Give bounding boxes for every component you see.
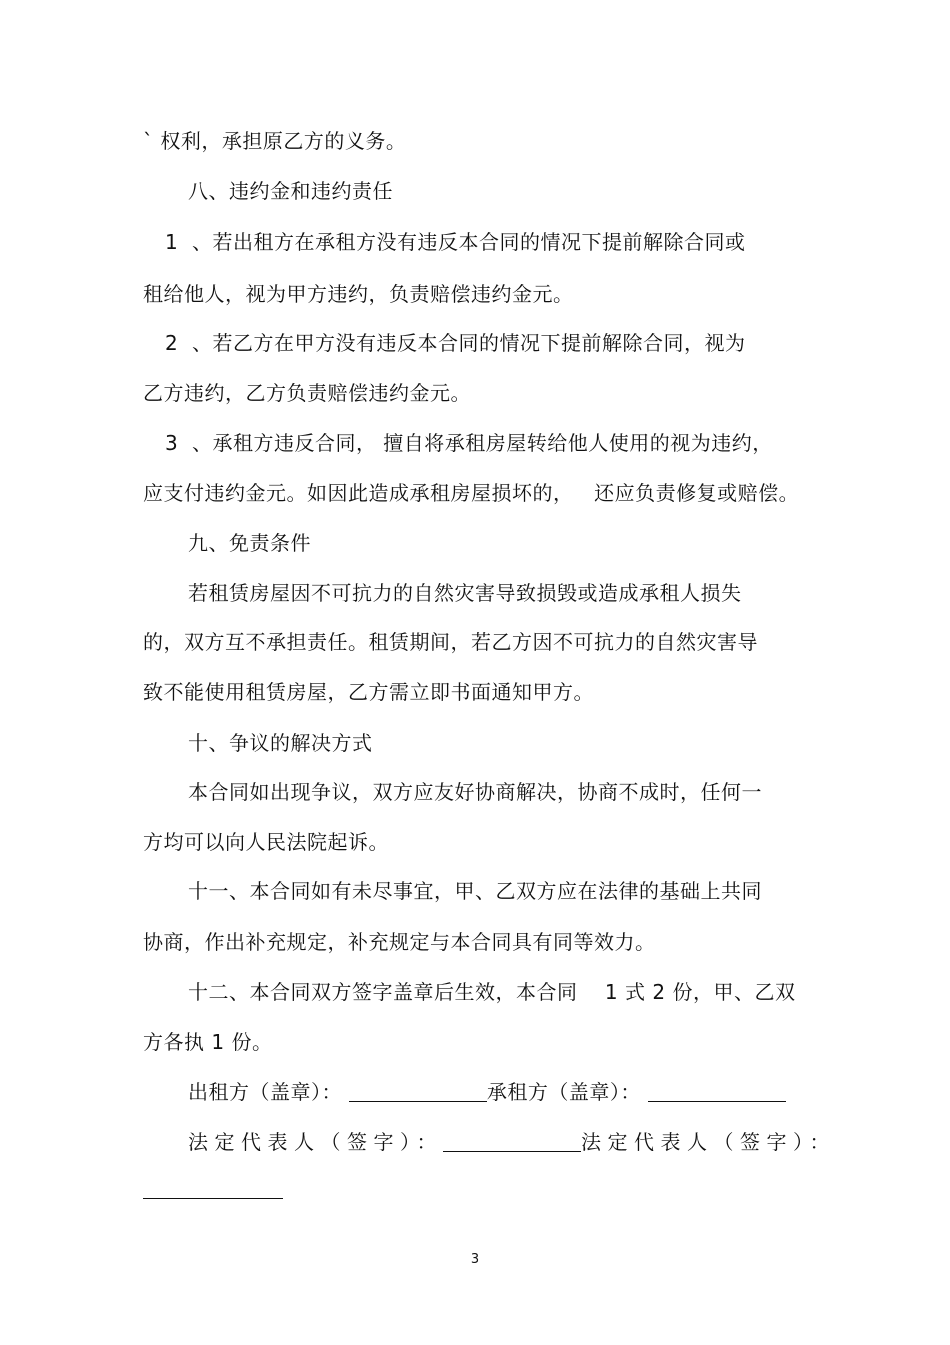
section-heading: 十、争议的解决方式	[188, 731, 373, 755]
paragraph-line: 本合同如出现争议，双方应友好协商解决，协商不成时，任何一	[188, 780, 762, 804]
lessor-rep-blank	[443, 1131, 581, 1152]
paragraph-line: 协商，作出补充规定，补充规定与本合同具有同等效力。	[143, 930, 656, 954]
paragraph-line: 乙方违约，乙方负责赔偿违约金元。	[143, 381, 471, 405]
lessee-seal-blank	[648, 1081, 786, 1102]
lessor-seal-blank	[349, 1081, 487, 1102]
paragraph-line: 十二、本合同双方签字盖章后生效，本合同 1 式 2 份，甲、乙双	[188, 980, 796, 1004]
lessee-seal-label: 承租方（盖章）：	[486, 1080, 641, 1104]
page-number: 3	[470, 1252, 480, 1267]
paragraph-line: 的，双方互不承担责任。租赁期间，若乙方因不可抗力的自然灾害导	[143, 630, 758, 654]
paragraph-line: 若租赁房屋因不可抗力的自然灾害导致损毁或造成承租人损失	[188, 581, 742, 605]
paragraph-line: 致不能使用租赁房屋，乙方需立即书面通知甲方。	[143, 680, 594, 704]
paragraph-line: 3 、承租方违反合同， 擅自将承租房屋转给他人使用的视为违约，	[165, 431, 773, 455]
lessor-rep-label: 法定代表人（签字）：	[188, 1130, 443, 1154]
lessee-rep-label: 法定代表人（签字）：	[581, 1130, 836, 1154]
lessee-rep-blank	[143, 1198, 283, 1199]
paragraph-line: 租给他人，视为甲方违约，负责赔偿违约金元。	[143, 282, 574, 306]
paragraph-line: 1 、若出租方在承租方没有违反本合同的情况下提前解除合同或	[165, 230, 746, 254]
lessor-seal-label: 出租方（盖章）：	[188, 1080, 342, 1104]
section-heading: 九、免责条件	[188, 531, 311, 555]
paragraph-line: 方各执 1 份。	[143, 1030, 273, 1054]
paragraph-line: 方均可以向人民法院起诉。	[143, 830, 389, 854]
paragraph-line: ` 权利，承担原乙方的义务。	[143, 129, 407, 153]
paragraph-line: 2 、若乙方在甲方没有违反本合同的情况下提前解除合同，视为	[165, 331, 746, 355]
paragraph-line: 十一、本合同如有未尽事宜，甲、乙双方应在法律的基础上共同	[188, 879, 762, 903]
signature-row-seal	[188, 1078, 786, 1106]
signature-row-representative	[188, 1128, 836, 1156]
paragraph-line: 应支付违约金元。如因此造成承租房屋损坏的， 还应负责修复或赔偿。	[143, 481, 800, 505]
section-heading: 八、违约金和违约责任	[188, 179, 393, 203]
